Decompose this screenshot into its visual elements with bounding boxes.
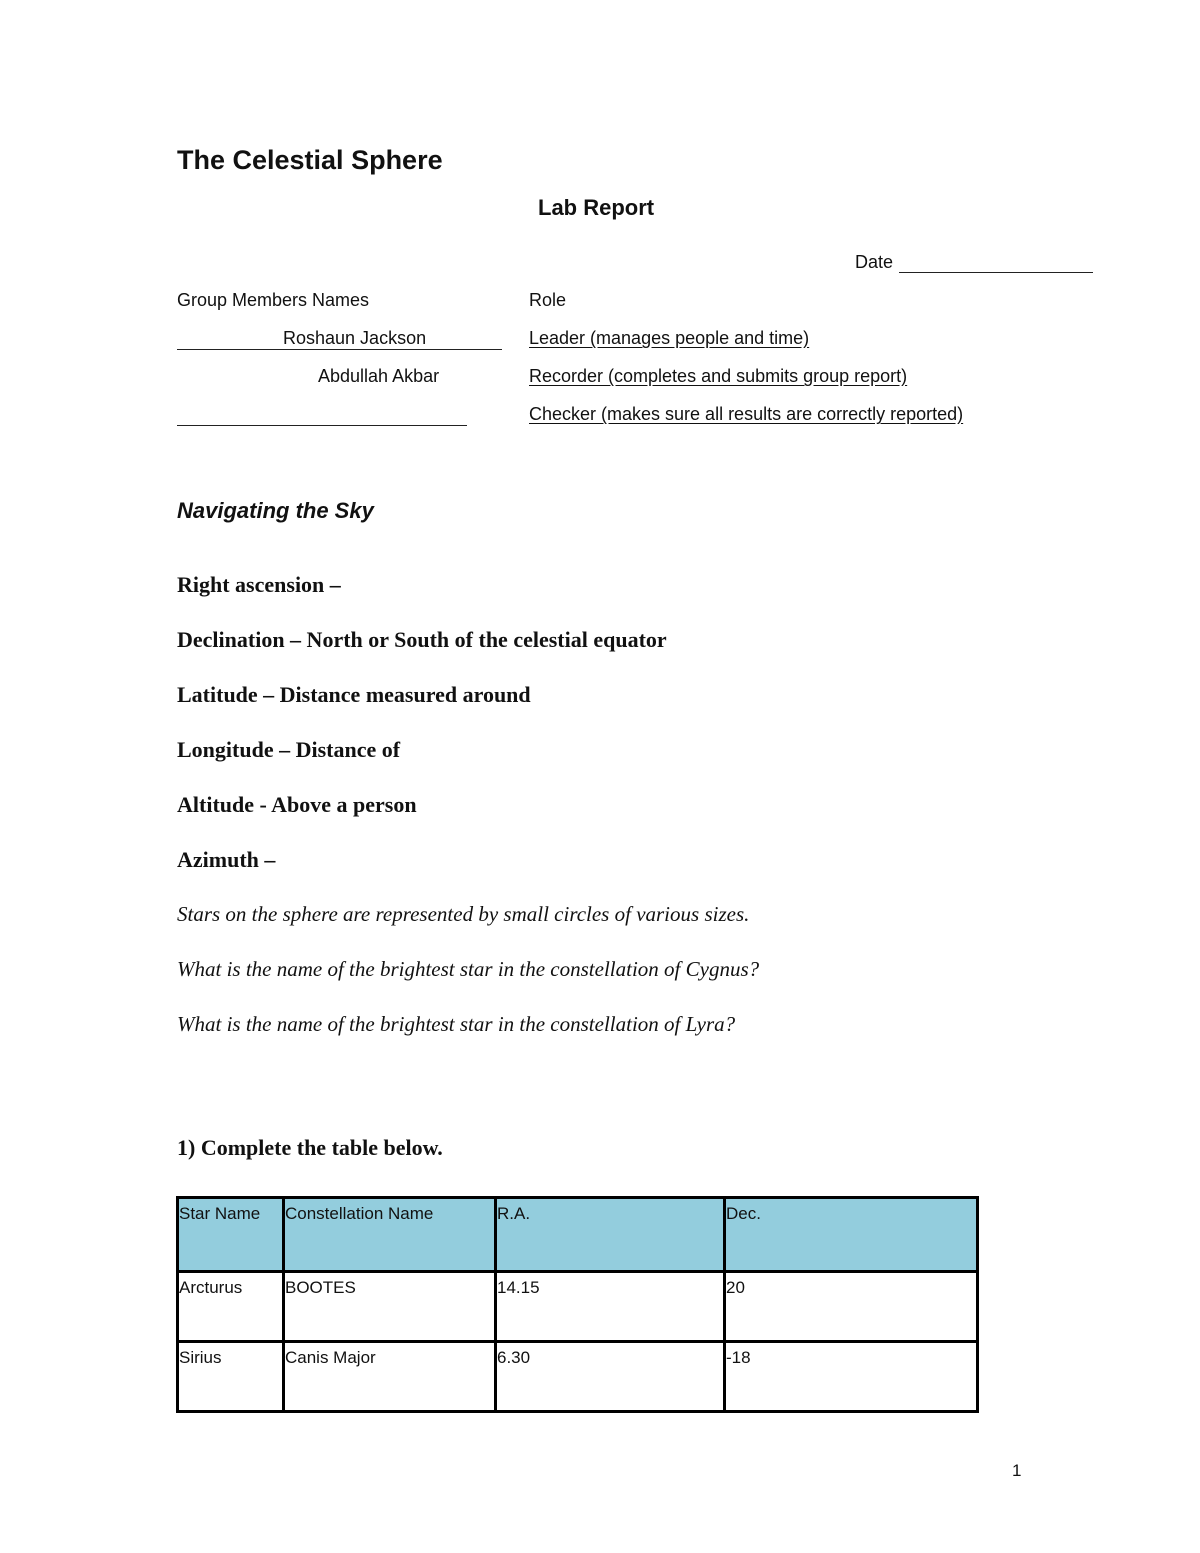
role-leader: Leader (manages people and time) bbox=[529, 328, 810, 348]
member-name-1: Roshaun Jackson bbox=[283, 328, 427, 348]
column-header-dec: Dec. bbox=[725, 1198, 978, 1272]
term-azimuth: Azimuth – bbox=[177, 847, 276, 872]
member-line-right bbox=[426, 331, 502, 350]
cell-ra[interactable]: 6.30 bbox=[496, 1342, 725, 1412]
members-header: Group Members Names bbox=[177, 290, 370, 310]
term-right-ascension: Right ascension – bbox=[177, 572, 341, 597]
role-header: Role bbox=[529, 290, 567, 310]
table-row bbox=[178, 1272, 978, 1342]
term-longitude: Longitude – Distance of bbox=[177, 737, 401, 762]
cell-dec[interactable]: 20 bbox=[725, 1272, 978, 1342]
question-cygnus: What is the name of the brightest star in the constellation of Cygnus? bbox=[177, 957, 760, 981]
term-latitude: Latitude – Distance measured around bbox=[177, 682, 531, 707]
role-recorder: Recorder (completes and submits group report) bbox=[529, 366, 908, 386]
section-heading: Navigating the Sky bbox=[177, 498, 374, 523]
star-table bbox=[176, 1196, 979, 1413]
cell-ra[interactable]: 14.15 bbox=[496, 1272, 725, 1342]
member-name-2[interactable]: Abdullah Akbar bbox=[318, 366, 440, 386]
cell-constellation[interactable]: BOOTES bbox=[284, 1272, 496, 1342]
term-declination: Declination – North or South of the celestial equator bbox=[177, 627, 667, 652]
date-label: Date bbox=[855, 252, 894, 272]
cell-dec[interactable]: -18 bbox=[725, 1342, 978, 1412]
document-subtitle: Lab Report bbox=[538, 195, 655, 220]
table-row bbox=[178, 1342, 978, 1412]
cell-star-name[interactable]: Arcturus bbox=[178, 1272, 284, 1342]
table-header-row bbox=[178, 1198, 978, 1272]
date-value-line[interactable] bbox=[899, 254, 1093, 273]
table-instruction: 1) Complete the table below. bbox=[177, 1135, 443, 1160]
cell-constellation[interactable]: Canis Major bbox=[284, 1342, 496, 1412]
column-header-constellation: Constellation Name bbox=[284, 1198, 496, 1272]
column-header-ra: R.A. bbox=[496, 1198, 725, 1272]
member-row-1[interactable] bbox=[177, 328, 502, 350]
role-checker: Checker (makes sure all results are correctly reported) bbox=[529, 404, 964, 424]
date-field bbox=[855, 252, 1093, 273]
member-line-left bbox=[177, 331, 283, 350]
page-number: 1 bbox=[1012, 1461, 1022, 1480]
question-lyra: What is the name of the brightest star in the constellation of Lyra? bbox=[177, 1012, 736, 1036]
column-header-star-name: Star Name bbox=[178, 1198, 284, 1272]
cell-star-name[interactable]: Sirius bbox=[178, 1342, 284, 1412]
document-title: The Celestial Sphere bbox=[177, 145, 443, 175]
question-stars: Stars on the sphere are represented by small circles of various sizes. bbox=[177, 902, 750, 926]
member-name-3-line[interactable] bbox=[177, 409, 467, 426]
term-altitude: Altitude - Above a person bbox=[177, 792, 417, 817]
